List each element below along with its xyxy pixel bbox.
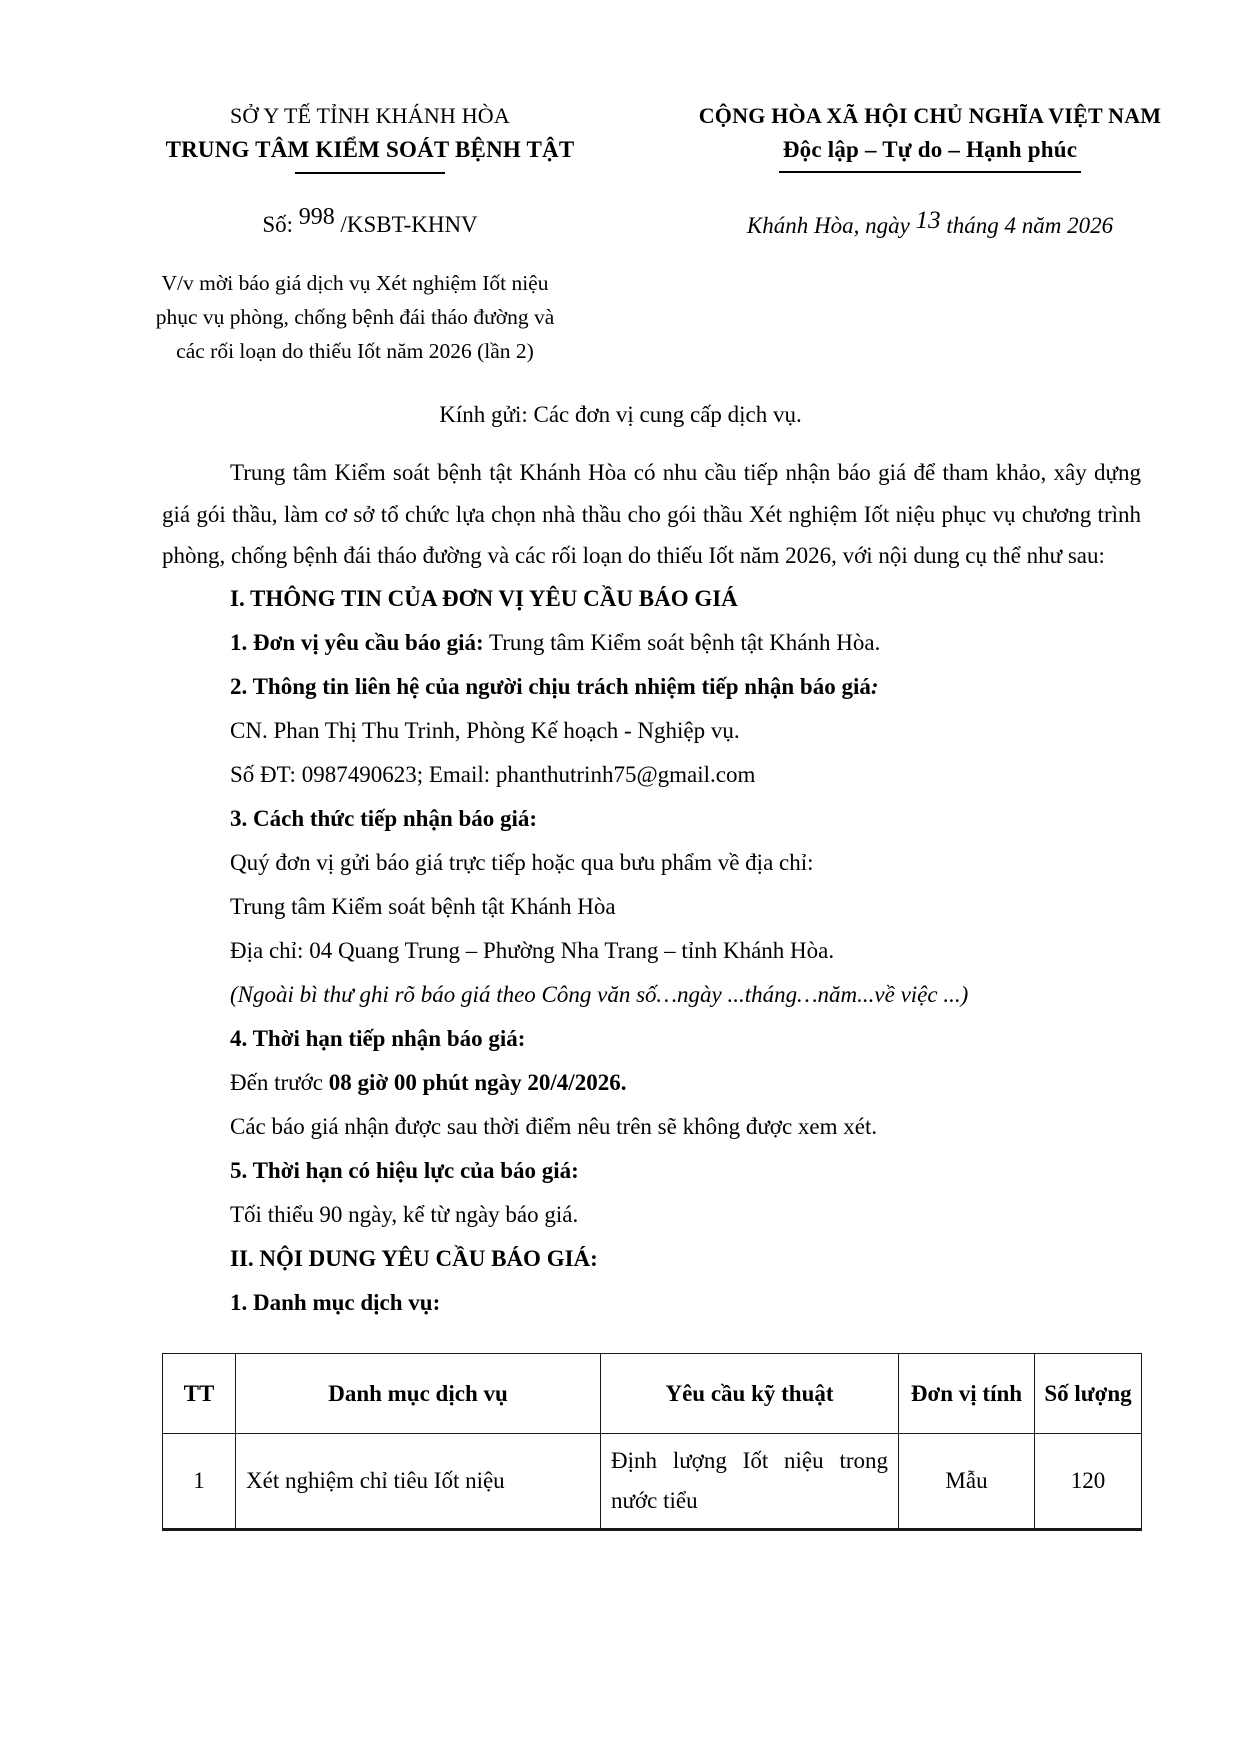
col-header-so-luong: Số lượng xyxy=(1035,1353,1142,1433)
national-motto-text: Độc lập – Tự do – Hạnh phúc xyxy=(779,132,1081,173)
national-title: CỘNG HÒA XÃ HỘI CHỦ NGHĨA VIỆT NAM xyxy=(698,103,1162,128)
item-5-heading: 5. Thời hạn có hiệu lực của báo giá: xyxy=(230,1157,579,1183)
item-4-deadline xyxy=(162,1061,1141,1105)
col-header-yeu-cau: Yêu cầu kỹ thuật xyxy=(601,1353,899,1433)
org-underline xyxy=(295,172,445,174)
doc-body xyxy=(162,452,1141,1325)
row-cell-so-luong: 120 xyxy=(1035,1433,1142,1529)
col-header-danh-muc: Danh mục dịch vụ xyxy=(236,1353,601,1433)
table-row xyxy=(163,1433,1142,1529)
org-name: TRUNG TÂM KIỂM SOÁT BỆNH TẬT xyxy=(165,137,575,162)
item-3-line3: Địa chỉ: 04 Quang Trung – Phường Nha Trang – tỉnh Khánh Hòa. xyxy=(230,937,835,963)
item-3-heading: 3. Cách thức tiếp nhận báo giá: xyxy=(230,805,538,831)
place-date-prefix: Khánh Hòa, ngày xyxy=(746,213,916,238)
envelope-note: (Ngoài bì thư ghi rõ báo giá theo Công văn số…ngày ...tháng…năm...về việc ...) xyxy=(230,981,969,1007)
row-cell-yeu-cau: Định lượng Iốt niệu trong nước tiểu xyxy=(601,1433,899,1529)
doc-subject xyxy=(120,266,590,368)
item-4-deadline-prefix: Đến trước xyxy=(230,1069,329,1095)
item-4-heading: 4. Thời hạn tiếp nhận báo giá: xyxy=(230,1025,526,1051)
item-2-label: 2. Thông tin liên hệ của người chịu trách nhiệm tiếp nhận báo giá xyxy=(230,673,871,699)
doc-subject-line2: phục vụ phòng, chống bệnh đái tháo đường và xyxy=(155,305,555,329)
row-cell-don-vi: Mẫu xyxy=(899,1433,1035,1529)
row-cell-tt: 1 xyxy=(163,1433,236,1529)
intro-paragraph: Trung tâm Kiểm soát bệnh tật Khánh Hòa có nhu cầu tiếp nhận báo giá để tham khảo, xây dựng giá gói thầu, làm cơ sở tổ chức lựa chọn nhà thầu cho gói thầu Xét nghiệm Iốt niệu phục vụ chương trình phòng, chống bệnh đái tháo đường và các rối loạn do thiếu Iốt năm 2026, với nội dung cụ thể như sau: xyxy=(162,460,1141,568)
document-header xyxy=(0,100,1241,174)
contact-phone-email: Số ĐT: 0987490623; Email: phanthutrinh75@gmail.com xyxy=(230,761,756,787)
date-day-value: 13 xyxy=(915,207,941,234)
section-1-heading: I. THÔNG TIN CỦA ĐƠN VỊ YÊU CẦU BÁO GIÁ xyxy=(230,585,738,611)
doc-meta-row xyxy=(0,204,1241,240)
item-1 xyxy=(162,621,1141,665)
national-motto xyxy=(650,132,1210,173)
doc-number-value: 998 xyxy=(298,204,335,230)
item-4-deadline-value: 08 giờ 00 phút ngày 20/4/2026. xyxy=(328,1069,627,1095)
item-5-text: Tối thiểu 90 ngày, kể từ ngày báo giá. xyxy=(230,1201,579,1227)
service-table xyxy=(162,1353,1142,1531)
section-2-sub1: 1. Danh mục dịch vụ: xyxy=(230,1289,441,1315)
section-2-heading: II. NỘI DUNG YÊU CẦU BÁO GIÁ: xyxy=(230,1245,598,1271)
doc-number-suffix: /KSBT-KHNV xyxy=(334,212,478,237)
doc-subject-line3: các rối loạn do thiếu Iốt năm 2026 (lần 2) xyxy=(176,339,534,363)
doc-place-date xyxy=(650,207,1210,240)
doc-subject-line1: V/v mời báo giá dịch vụ Xét nghiệm Iốt niệu xyxy=(161,271,549,295)
doc-number-prefix: Số: xyxy=(262,212,299,237)
salutation: Kính gửi: Các đơn vị cung cấp dịch vụ. xyxy=(439,402,802,427)
col-header-tt: TT xyxy=(163,1353,236,1433)
item-1-label: 1. Đơn vị yêu cầu báo giá: xyxy=(230,629,484,655)
issuing-org-block xyxy=(100,100,640,174)
item-4-note: Các báo giá nhận được sau thời điểm nêu trên sẽ không được xem xét. xyxy=(230,1113,878,1139)
item-2-colon: : xyxy=(870,673,879,699)
table-header-row xyxy=(163,1353,1142,1433)
doc-number xyxy=(100,204,640,240)
item-2 xyxy=(162,665,1141,709)
item-3-line2: Trung tâm Kiểm soát bệnh tật Khánh Hòa xyxy=(230,893,616,919)
parent-org-name: SỞ Y TẾ TỈNH KHÁNH HÒA xyxy=(229,103,510,128)
item-1-text: Trung tâm Kiểm soát bệnh tật Khánh Hòa. xyxy=(483,629,881,655)
place-date-suffix: tháng 4 năm 2026 xyxy=(940,213,1114,238)
row-cell-danh-muc: Xét nghiệm chỉ tiêu Iốt niệu xyxy=(236,1433,601,1529)
contact-name: CN. Phan Thị Thu Trinh, Phòng Kế hoạch - Nghiệp vụ. xyxy=(230,717,740,743)
national-header-block xyxy=(650,100,1210,174)
item-3-line1: Quý đơn vị gửi báo giá trực tiếp hoặc qua bưu phẩm về địa chỉ: xyxy=(230,849,814,875)
col-header-don-vi: Đơn vị tính xyxy=(899,1353,1035,1433)
